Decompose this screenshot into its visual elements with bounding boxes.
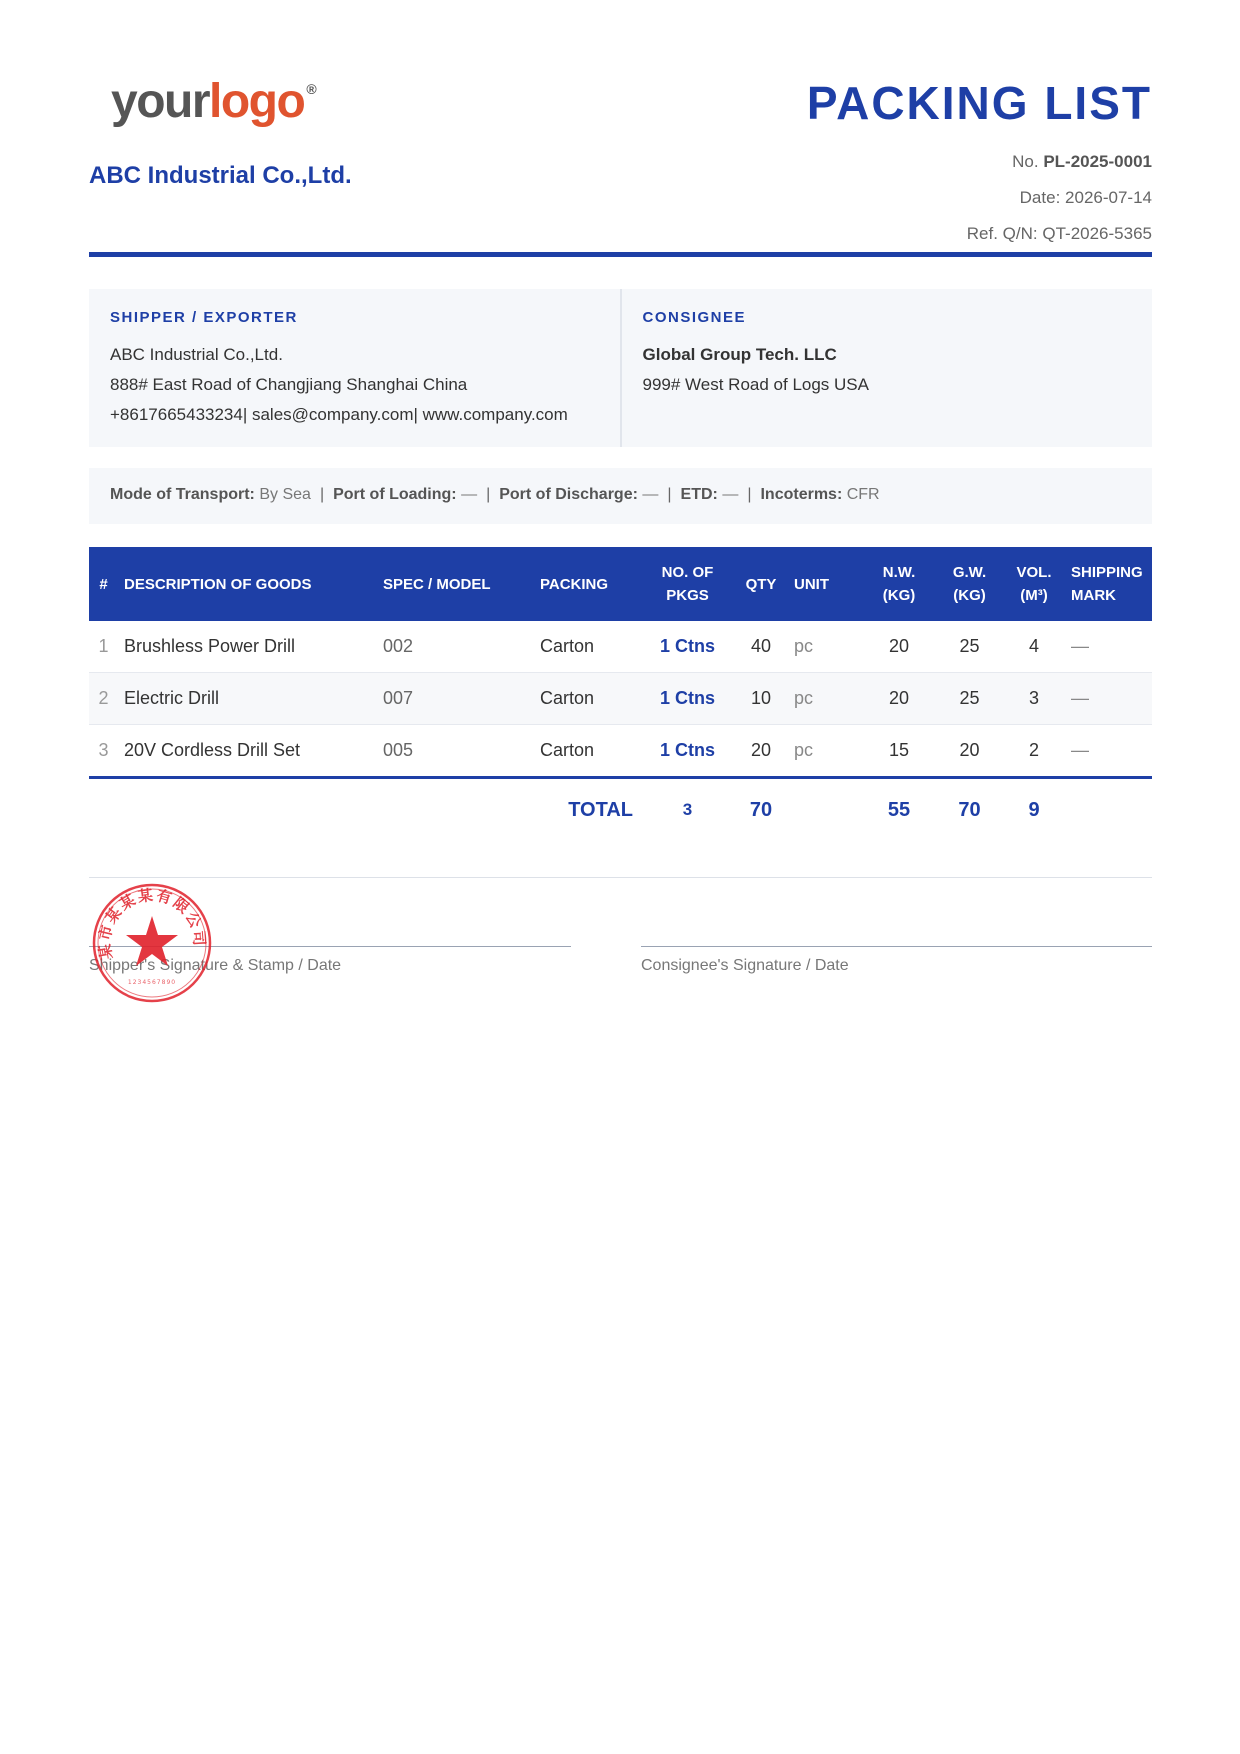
row-unit: pc — [788, 725, 862, 778]
total-gross-weight: 70 — [958, 798, 981, 821]
col-pkgs: NO. OF PKGS — [641, 547, 734, 621]
col-description: DESCRIPTION OF GOODS — [118, 547, 377, 621]
row-pkgs: 1 Ctns — [641, 621, 734, 673]
row-pkgs: 1 Ctns — [641, 673, 734, 725]
stamp-text: 某市某某某有限公司 — [95, 885, 209, 961]
logo-text-your: your — [111, 75, 210, 128]
row-packing: Carton — [534, 673, 641, 725]
table-row — [89, 725, 1152, 778]
row-gross-weight: 25 — [936, 673, 1003, 725]
consignee-signature-label: Consignee's Signature / Date — [641, 957, 849, 974]
col-qty: QTY — [734, 547, 788, 621]
star-icon — [126, 916, 178, 966]
consignee-block — [620, 289, 1153, 447]
totals-row — [89, 778, 1152, 842]
row-pkgs: 1 Ctns — [641, 725, 734, 778]
col-gross-weight: G.W. (KG) — [936, 547, 1003, 621]
row-description: 20V Cordless Drill Set — [118, 725, 377, 778]
company-name: ABC Industrial Co.,Ltd. — [89, 162, 352, 189]
doc-date: Date: 2026-07-14 — [1019, 188, 1152, 207]
consignee-signature-line — [641, 946, 1152, 975]
row-index: 1 — [89, 621, 118, 673]
row-description: Electric Drill — [118, 673, 377, 725]
table-row — [89, 621, 1152, 673]
goods-table — [89, 547, 1152, 841]
consignee-name: Global Group Tech. LLC — [642, 345, 837, 364]
company-logo — [111, 75, 317, 128]
total-pkgs: 3 — [682, 800, 693, 819]
doc-date-value: 2026-07-14 — [1065, 188, 1152, 207]
row-qty: 20 — [734, 725, 788, 778]
incoterms-value: CFR — [846, 486, 880, 503]
row-shipping-mark: — — [1065, 673, 1152, 725]
parties-panel — [89, 289, 1152, 447]
col-index: # — [89, 547, 118, 621]
row-shipping-mark: — — [1065, 725, 1152, 778]
incoterms-label: Incoterms: — [760, 486, 843, 503]
doc-number: No. PL-2025-0001 — [1012, 152, 1152, 171]
total-qty: 70 — [749, 798, 773, 821]
row-unit: pc — [788, 673, 862, 725]
registered-mark: ® — [306, 81, 317, 97]
row-gross-weight: 25 — [936, 621, 1003, 673]
consignee-address: 999# West Road of Logs USA — [642, 375, 869, 394]
row-volume: 4 — [1003, 621, 1065, 673]
col-unit: UNIT — [788, 547, 862, 621]
etd-value: — — [722, 486, 739, 503]
port-loading-value: — — [461, 486, 478, 503]
shipper-name: ABC Industrial Co.,Ltd. — [110, 345, 283, 364]
row-net-weight: 15 — [862, 725, 936, 778]
port-discharge-label: Port of Discharge: — [499, 486, 638, 503]
table-row — [89, 673, 1152, 725]
row-volume: 2 — [1003, 725, 1065, 778]
row-packing: Carton — [534, 621, 641, 673]
col-volume: VOL. (M³) — [1003, 547, 1065, 621]
total-mark-spacer — [1065, 778, 1152, 842]
row-gross-weight: 20 — [936, 725, 1003, 778]
doc-number-value: PL-2025-0001 — [1043, 152, 1152, 171]
total-net-weight: 55 — [887, 798, 911, 821]
row-net-weight: 20 — [862, 673, 936, 725]
col-spec: SPEC / MODEL — [377, 547, 534, 621]
header-divider — [89, 252, 1152, 257]
total-volume: 9 — [1028, 798, 1040, 821]
row-description: Brushless Power Drill — [118, 621, 377, 673]
row-spec: 007 — [377, 673, 534, 725]
etd-label: ETD: — [680, 486, 718, 503]
row-unit: pc — [788, 621, 862, 673]
shipper-signature-label: Shipper's Signature & Stamp / Date — [89, 957, 342, 974]
stamp-code: 1234567890 — [127, 979, 177, 986]
doc-reference-value: QT-2026-5365 — [1042, 224, 1152, 243]
signature-divider — [89, 877, 1152, 878]
company-stamp — [89, 880, 215, 1006]
shipper-block — [89, 289, 620, 447]
document-title: PACKING LIST — [806, 77, 1152, 129]
logo-text-logo: logo — [209, 75, 305, 128]
col-shipping-mark: SHIPPING MARK — [1065, 547, 1152, 621]
transport-mode-value: By Sea — [259, 486, 311, 503]
total-label: TOTAL — [568, 798, 633, 821]
row-qty: 40 — [734, 621, 788, 673]
row-index: 2 — [89, 673, 118, 725]
port-loading-label: Port of Loading: — [333, 486, 457, 503]
consignee-label: CONSIGNEE — [642, 309, 747, 326]
document-meta — [967, 152, 1152, 260]
shipper-contact: +8617665433234| sales@company.com| www.company.com — [110, 405, 568, 424]
row-packing: Carton — [534, 725, 641, 778]
transport-info: Mode of Transport: By Sea | Port of Loading: — | Port of Discharge: — | ETD: — | Incoterms: CFR — [89, 468, 1152, 524]
row-spec: 005 — [377, 725, 534, 778]
row-net-weight: 20 — [862, 621, 936, 673]
shipper-address: 888# East Road of Changjiang Shanghai China — [110, 375, 468, 394]
transport-mode-label: Mode of Transport: — [110, 486, 255, 503]
doc-reference: Ref. Q/N: QT-2026-5365 — [966, 224, 1152, 243]
row-volume: 3 — [1003, 673, 1065, 725]
shipper-label: SHIPPER / EXPORTER — [110, 309, 298, 326]
col-net-weight: N.W. (KG) — [862, 547, 936, 621]
port-discharge-value: — — [642, 486, 659, 503]
row-index: 3 — [89, 725, 118, 778]
table-header-row — [89, 547, 1152, 621]
total-unit-spacer — [788, 778, 862, 842]
row-shipping-mark: — — [1065, 621, 1152, 673]
row-qty: 10 — [734, 673, 788, 725]
col-packing: PACKING — [534, 547, 641, 621]
row-spec: 002 — [377, 621, 534, 673]
